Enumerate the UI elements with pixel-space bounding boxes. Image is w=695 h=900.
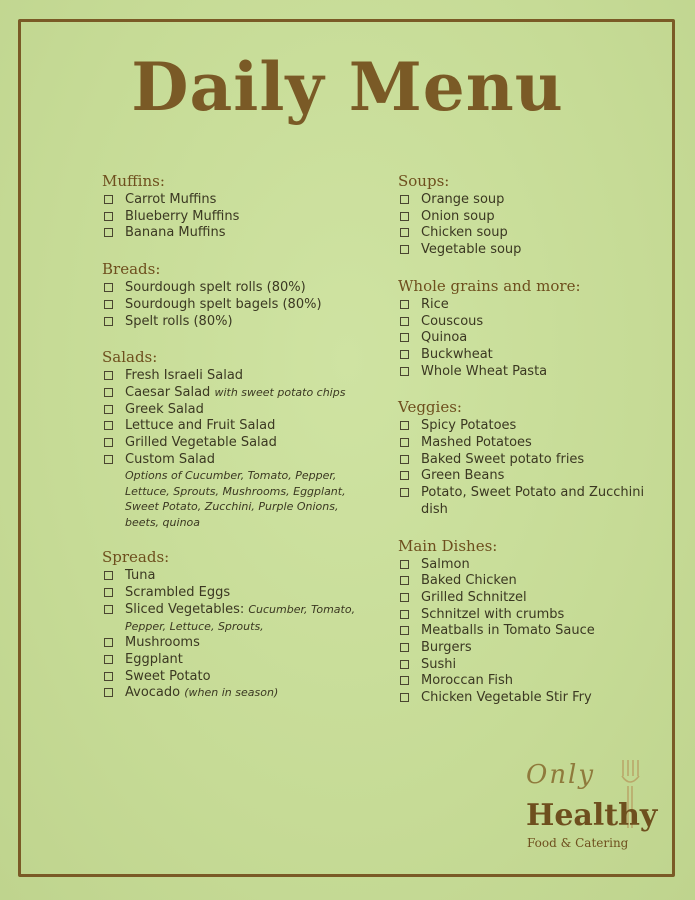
menu-item	[398, 468, 668, 485]
menu-item-content	[421, 314, 668, 331]
menu-item	[398, 418, 668, 435]
menu-item-content	[125, 568, 372, 585]
checkbox-icon[interactable]	[400, 438, 409, 447]
menu-item	[102, 669, 372, 686]
logo-subtitle: Food & Catering	[527, 836, 629, 850]
menu-item-content	[125, 209, 372, 226]
checkbox-icon[interactable]	[400, 333, 409, 342]
checkbox-icon[interactable]	[104, 212, 113, 221]
menu-item	[398, 573, 668, 590]
checkbox-icon[interactable]	[400, 421, 409, 430]
menu-item-label: Sweet Potato	[125, 668, 211, 684]
menu-section	[102, 348, 372, 530]
menu-item	[398, 452, 668, 469]
section-heading: Veggies:	[398, 398, 462, 417]
left-column	[102, 172, 372, 720]
menu-item-label: Potato, Sweet Potato and Zucchini dish	[421, 485, 645, 517]
menu-list	[398, 297, 668, 381]
menu-item	[398, 590, 668, 607]
checkbox-icon[interactable]	[400, 195, 409, 204]
menu-list	[102, 568, 372, 702]
menu-item-content	[421, 557, 668, 574]
menu-item-label: Scrambled Eggs	[125, 585, 231, 601]
checkbox-icon[interactable]	[400, 643, 409, 652]
menu-item-label: Burgers	[421, 640, 472, 656]
checkbox-icon[interactable]	[400, 488, 409, 497]
menu-item-label: Fresh Israeli Salad	[125, 368, 244, 384]
menu-item-content	[421, 640, 668, 657]
menu-item-content	[125, 297, 372, 314]
menu-item-label: Custom Salad	[125, 451, 215, 467]
menu-title: Daily Menu	[131, 48, 564, 126]
menu-item	[102, 685, 372, 702]
menu-item-label: Mashed Potatoes	[421, 435, 532, 451]
menu-item	[102, 297, 372, 314]
menu-item-content	[421, 657, 668, 674]
menu-item	[102, 368, 372, 385]
menu-item-content	[421, 623, 668, 640]
menu-item-label: Moroccan Fish	[421, 673, 513, 689]
menu-item	[398, 657, 668, 674]
menu-item	[398, 314, 668, 331]
menu-item-label: Spicy Potatoes	[421, 418, 517, 434]
menu-item-content	[421, 347, 668, 364]
menu-item	[398, 623, 668, 640]
menu-section	[102, 548, 372, 702]
menu-item	[398, 557, 668, 574]
checkbox-icon[interactable]	[400, 693, 409, 702]
menu-item-label: Sushi	[421, 656, 457, 672]
checkbox-icon[interactable]	[104, 655, 113, 664]
checkbox-icon[interactable]	[104, 605, 113, 614]
menu-item-content	[125, 385, 372, 402]
checkbox-icon[interactable]	[400, 367, 409, 376]
menu-item	[398, 485, 668, 518]
menu-item-content	[125, 602, 372, 635]
checkbox-icon[interactable]	[400, 350, 409, 359]
menu-item-content	[421, 418, 668, 435]
menu-item-label: Carrot Muffins	[125, 192, 217, 207]
menu-item	[398, 347, 668, 364]
checkbox-icon[interactable]	[400, 660, 409, 669]
checkbox-icon[interactable]	[104, 588, 113, 597]
menu-item	[102, 192, 372, 209]
menu-item	[102, 385, 372, 402]
menu-item-label: Spelt rolls (80%)	[125, 313, 233, 329]
menu-item-label: Sourdough spelt bagels (80%)	[125, 296, 322, 312]
menu-item-content	[421, 435, 668, 452]
menu-item	[102, 225, 372, 242]
menu-item-label: Couscous	[421, 313, 484, 329]
checkbox-icon[interactable]	[400, 576, 409, 585]
menu-item	[398, 225, 668, 242]
menu-item-content	[125, 652, 372, 669]
menu-item-content	[421, 225, 668, 242]
checkbox-icon[interactable]	[400, 212, 409, 221]
section-heading: Soups:	[398, 172, 450, 190]
menu-item-label: Orange soup	[421, 192, 505, 207]
menu-item-note: with sweet potato chips	[214, 385, 346, 399]
menu-item	[102, 602, 372, 635]
menu-item-label: Lettuce and Fruit Salad	[125, 418, 276, 434]
checkbox-icon[interactable]	[104, 455, 113, 464]
menu-item	[102, 402, 372, 419]
checkbox-icon[interactable]	[104, 672, 113, 681]
menu-item	[102, 314, 372, 331]
menu-item-content	[125, 585, 372, 602]
menu-item	[102, 280, 372, 297]
menu-item-content	[125, 280, 372, 297]
menu-item	[398, 192, 668, 209]
menu-item-label: Schnitzel with crumbs	[421, 606, 565, 622]
brand-logo	[526, 760, 666, 860]
menu-item-label: Quinoa	[421, 330, 468, 346]
menu-section	[102, 172, 372, 242]
menu-item	[398, 364, 668, 381]
menu-item-content	[421, 192, 668, 209]
menu-section	[398, 537, 668, 707]
menu-list	[398, 557, 668, 707]
checkbox-icon[interactable]	[104, 388, 113, 397]
menu-item-content	[421, 673, 668, 690]
menu-item	[102, 452, 372, 531]
menu-item	[102, 585, 372, 602]
menu-item-label: Greek Salad	[125, 401, 204, 417]
menu-item-label: Mushrooms	[125, 635, 200, 651]
logo-healthy-text: Healthy	[526, 798, 658, 833]
checkbox-icon[interactable]	[104, 195, 113, 204]
menu-item-label: Tuna	[125, 568, 156, 584]
menu-item-label: Chicken Vegetable Stir Fry	[421, 690, 592, 706]
menu-item-content	[421, 330, 668, 347]
section-heading: Spreads:	[102, 548, 170, 567]
checkbox-icon[interactable]	[400, 676, 409, 685]
menu-item-content	[421, 573, 668, 590]
menu-item-content	[421, 209, 668, 226]
menu-item	[102, 209, 372, 226]
menu-item-label: Sourdough spelt rolls (80%)	[125, 280, 306, 296]
menu-item-note: (when in season)	[184, 686, 279, 700]
right-column	[398, 172, 668, 725]
checkbox-icon[interactable]	[104, 300, 113, 309]
logo-only-text: Only	[526, 760, 596, 790]
menu-item	[398, 297, 668, 314]
checkbox-icon[interactable]	[104, 371, 113, 380]
menu-item-label: Grilled Vegetable Salad	[125, 435, 277, 451]
checkbox-icon[interactable]	[104, 688, 113, 697]
menu-item	[398, 673, 668, 690]
menu-item-content	[125, 368, 372, 385]
menu-item-label: Rice	[421, 296, 449, 312]
menu-item-label: Baked Chicken	[421, 573, 517, 589]
checkbox-icon[interactable]	[104, 228, 113, 237]
menu-item-note: Cucumber, Tomato, Pepper, Lettuce, Sprouts,	[125, 602, 356, 633]
menu-item-content	[421, 607, 668, 624]
menu-item	[102, 418, 372, 435]
menu-item	[102, 568, 372, 585]
section-heading: Salads:	[102, 348, 158, 367]
checkbox-icon[interactable]	[400, 593, 409, 602]
section-heading: Muffins:	[102, 172, 165, 190]
menu-item-content	[125, 225, 372, 242]
menu-item-label: Baked Sweet potato fries	[421, 451, 585, 467]
menu-item-content	[421, 364, 668, 381]
checkbox-icon[interactable]	[104, 571, 113, 580]
checkbox-icon[interactable]	[400, 455, 409, 464]
menu-item	[398, 690, 668, 707]
menu-item-label: Buckwheat	[421, 346, 493, 362]
checkbox-icon[interactable]	[104, 317, 113, 326]
menu-item	[398, 330, 668, 347]
menu-item	[398, 435, 668, 452]
checkbox-icon[interactable]	[400, 560, 409, 569]
menu-item	[398, 209, 668, 226]
checkbox-icon[interactable]	[400, 471, 409, 480]
menu-section	[398, 277, 668, 381]
menu-item-label: Blueberry Muffins	[125, 208, 240, 224]
menu-list	[398, 418, 668, 518]
menu-item-label: Vegetable soup	[421, 242, 522, 258]
menu-item-label: Avocado	[125, 685, 181, 701]
menu-item-content	[421, 297, 668, 314]
section-heading: Whole grains and more:	[398, 276, 581, 295]
menu-list	[102, 368, 372, 530]
menu-item-content	[125, 452, 372, 531]
menu-item-content	[125, 435, 372, 452]
menu-item-label: Caesar Salad	[125, 384, 211, 400]
menu-item-content	[125, 635, 372, 652]
menu-list	[102, 192, 372, 242]
menu-item-content	[421, 468, 668, 485]
menu-item	[102, 652, 372, 669]
menu-item	[102, 435, 372, 452]
menu-item	[398, 607, 668, 624]
menu-list	[102, 280, 372, 330]
checkbox-icon[interactable]	[104, 283, 113, 292]
checkbox-icon[interactable]	[104, 421, 113, 430]
checkbox-icon[interactable]	[400, 228, 409, 237]
menu-item-content	[421, 690, 668, 707]
menu-item-content	[125, 314, 372, 331]
menu-section	[102, 260, 372, 330]
checkbox-icon[interactable]	[104, 405, 113, 414]
menu-item-content	[421, 590, 668, 607]
menu-item-content	[125, 402, 372, 419]
menu-list	[398, 192, 668, 259]
menu-item-options: Options of Cucumber, Tomato, Pepper, Lettuce, Sprouts, Mushrooms, Eggplant, Sweet Potato, Zucchini, Purple Onions, beets, quinoa	[125, 469, 346, 529]
menu-item-content	[421, 485, 668, 518]
checkbox-icon[interactable]	[104, 438, 113, 447]
menu-item-content	[125, 685, 372, 702]
menu-item-label: Salmon	[421, 556, 470, 572]
menu-item-label: Grilled Schnitzel	[421, 589, 527, 605]
menu-item-label: Sliced Vegetables:	[125, 601, 245, 617]
menu-item	[398, 242, 668, 259]
menu-item-content	[421, 452, 668, 469]
menu-item	[398, 640, 668, 657]
menu-item-label: Meatballs in Tomato Sauce	[421, 623, 595, 639]
checkbox-icon[interactable]	[400, 300, 409, 309]
checkbox-icon[interactable]	[104, 638, 113, 647]
checkbox-icon[interactable]	[400, 317, 409, 326]
checkbox-icon[interactable]	[400, 245, 409, 254]
menu-item-label: Chicken soup	[421, 225, 508, 241]
menu-section	[398, 398, 668, 518]
menu-item-label: Banana Muffins	[125, 225, 226, 241]
menu-item-label: Whole Wheat Pasta	[421, 363, 548, 379]
checkbox-icon[interactable]	[400, 610, 409, 619]
menu-item-content	[125, 418, 372, 435]
menu-item-label: Green Beans	[421, 468, 505, 484]
menu-item-content	[125, 192, 372, 209]
menu-item-content	[421, 242, 668, 259]
menu-item-label: Eggplant	[125, 651, 183, 667]
menu-item	[102, 635, 372, 652]
menu-item-label: Onion soup	[421, 208, 495, 224]
section-heading: Main Dishes:	[398, 536, 498, 555]
menu-section	[398, 172, 668, 259]
section-heading: Breads:	[102, 260, 161, 279]
menu-item-content	[125, 669, 372, 686]
checkbox-icon[interactable]	[400, 626, 409, 635]
